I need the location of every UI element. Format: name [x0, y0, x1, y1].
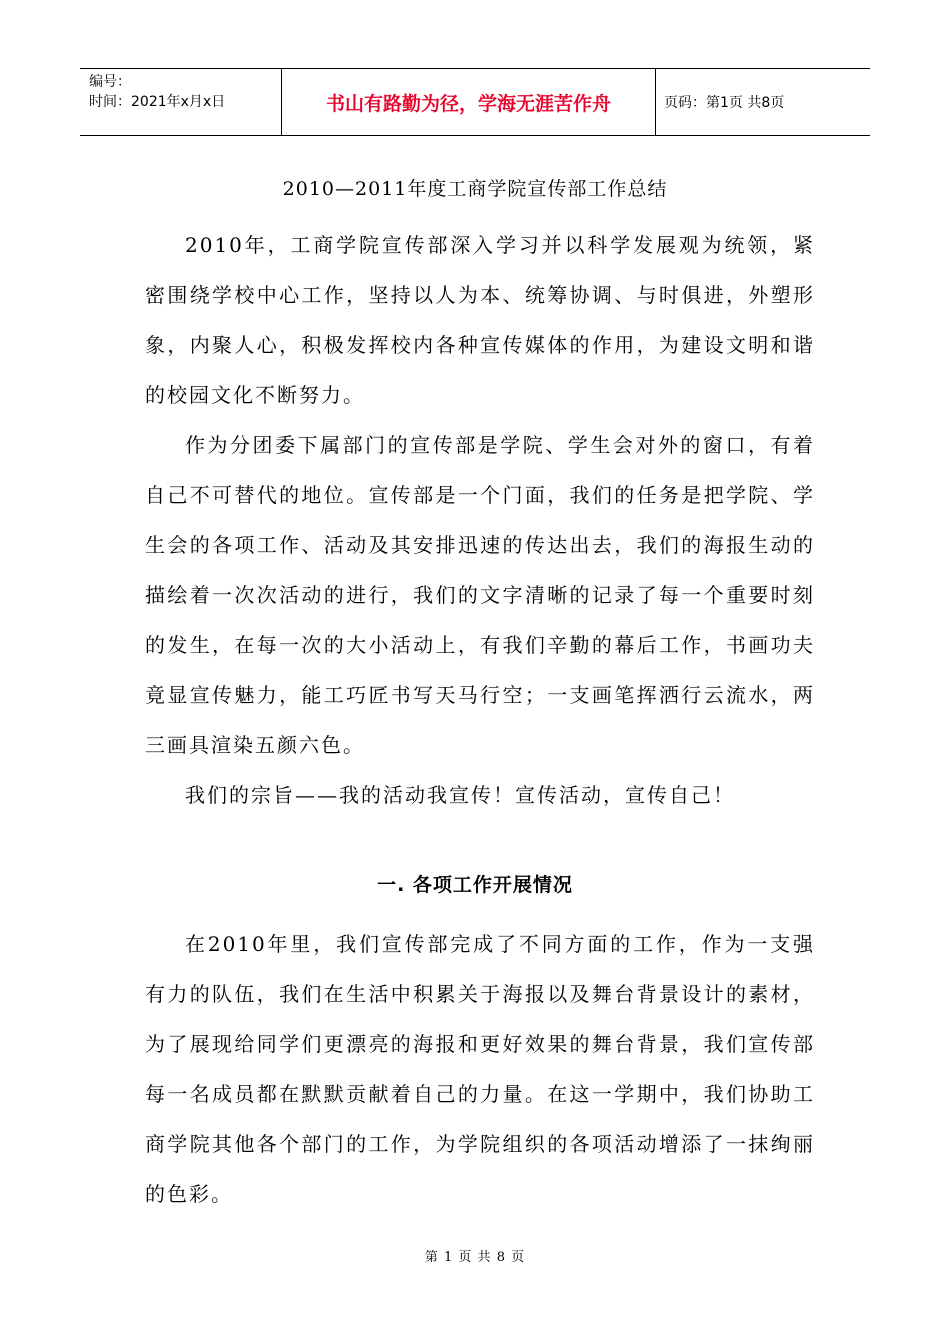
paragraph: 在2010年里，我们宣传部完成了不同方面的工作，作为一支强有力的队伍，我们在生活中积累关于海报以及舞台背景设计的素材，为了展现给同学们更漂亮的海报和更好效果的舞台背景，我们宣传部每一名成员都在默默贡献着自己的力量。在这一学期中，我们协助工商学院其他各个部门的工作，为学院组织的各项活动增添了一抹绚丽的色彩。: [145, 932, 815, 1206]
document-header: [80, 68, 870, 136]
header-motto: 书山有路勤为径，学海无涯苦作舟: [282, 69, 656, 135]
header-page-info: 页码：第1页 共8页: [664, 95, 785, 111]
header-meta-cell: [80, 69, 282, 135]
paragraph: 作为分团委下属部门的宣传部是学院、学生会对外的窗口，有着自己不可替代的地位。宣传部是一个门面，我们的任务是把学院、学生会的各项工作、活动及其安排迅速的传达出去，我们的海报生动的描绘着一次次活动的进行，我们的文字清晰的记录了每一个重要时刻的发生，在每一次的大小活动上，有我们辛勤的幕后工作，书画功夫竟显宣传魅力，能工巧匠书写天马行空；一支画笔挥洒行云流水，两三画具渲染五颜六色。: [145, 433, 815, 757]
page-footer: 第 1 页 共 8 页: [424, 1250, 526, 1265]
date-label: 时间：2021年x月x日: [89, 94, 226, 110]
document-title: 2010—2011年度工商学院宣传部工作总结: [282, 178, 668, 200]
section-body: [145, 919, 815, 1219]
section-heading: 一. 各项工作开展情况: [377, 874, 573, 896]
paragraph: 2010年，工商学院宣传部深入学习并以科学发展观为统领，紧密围绕学校中心工作，坚持以人为本、统筹协调、与时俱进，外塑形象，内聚人心，积极发挥校内各种宣传媒体的作用，为建设文明和谐的校园文化不断努力。: [145, 233, 815, 407]
intro-section: [145, 220, 815, 820]
serial-number-label: 编号：: [89, 74, 131, 90]
paragraph: 我们的宗旨——我的活动我宣传！宣传活动，宣传自己！: [185, 783, 735, 807]
